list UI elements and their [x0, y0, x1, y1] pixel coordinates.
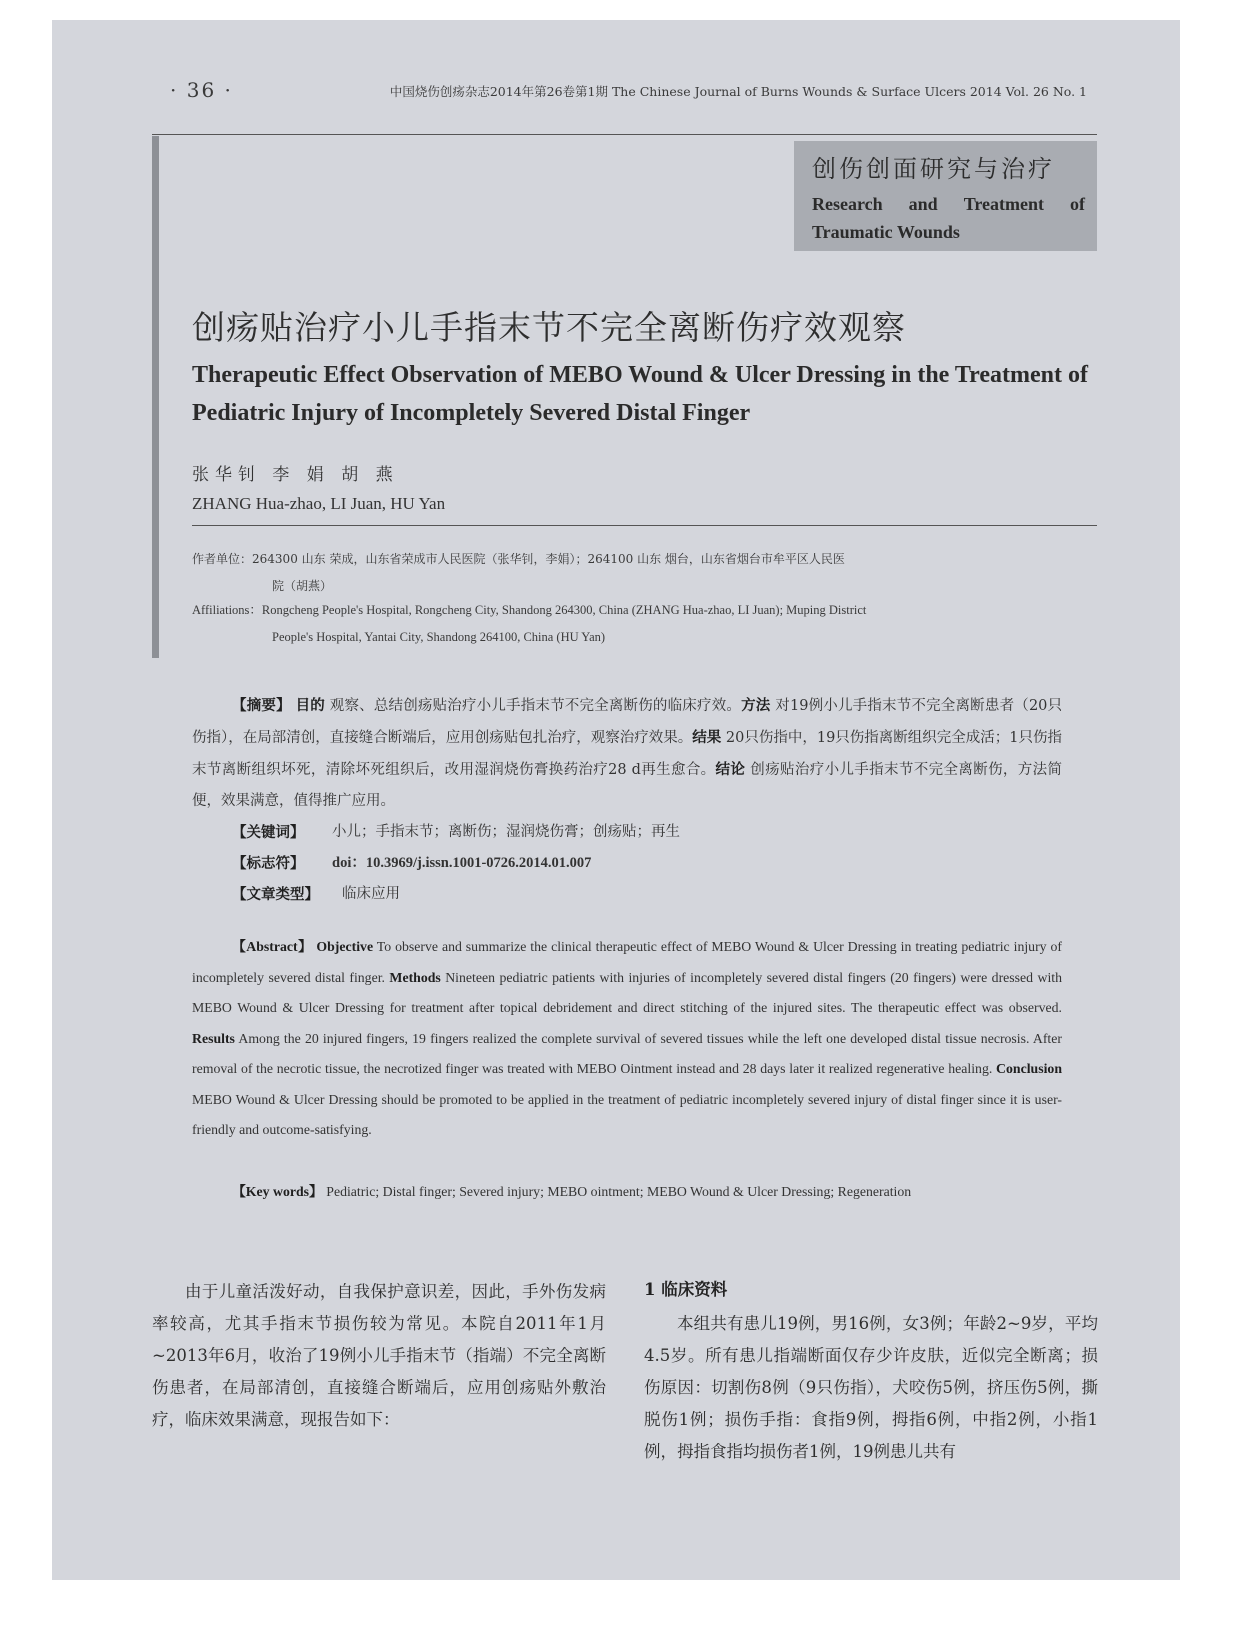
- article-type: 临床应用: [342, 886, 400, 902]
- article-type-row: [192, 879, 1062, 910]
- objective-label-en: Objective: [316, 939, 374, 954]
- objective-label-zh: 目的: [295, 697, 325, 714]
- keywords-en-block: [192, 1177, 1062, 1208]
- section-en-word: of: [1070, 194, 1085, 214]
- authors-divider: [192, 525, 1097, 526]
- scanned-page: [52, 20, 1180, 1580]
- affiliations-zh-label: 作者单位：: [192, 552, 253, 566]
- conclusion-text-zh: 创疡贴治疗小儿手指末节不完全离断伤，方法简便，效果满意，值得推广应用。: [192, 762, 1063, 809]
- header-divider: [152, 134, 1097, 135]
- intro-paragraph: 由于儿童活泼好动，自我保护意识差，因此，手外伤发病率较高，尤其手指末节损伤较为常见。本院自2011年1月~2013年6月，收治了19例小儿手指末节（指端）不完全离断伤患者，在局部清创，直接缝合断端后，应用创疡贴外敷治疗，临床效果满意，现报告如下：: [152, 1282, 606, 1429]
- conclusion-label-zh: 结论: [715, 761, 746, 778]
- objective-text-en: To observe and summarize the clinical therapeutic effect of MEBO Wound & Ulcer Dressing in treating pediatric injury of incompletely severed distal finger.: [192, 939, 1063, 985]
- keywords-en: Pediatric; Distal finger; Severed injury; MEBO ointment; MEBO Wound & Ulcer Dressing; Regeneration: [326, 1184, 912, 1199]
- section-title-en-line1: [812, 190, 1085, 218]
- results-label-zh: 结果: [692, 729, 722, 746]
- affiliations-zh-line1: 264300 山东 荣成，山东省荣成市人民医院（张华钊，李娟）；264100 山东 烟台，山东省烟台市牟平区人民医: [252, 552, 845, 566]
- abstract-zh-label: 【摘要】: [232, 697, 291, 714]
- authors-zh: 张华钊 李 娟 胡 燕: [192, 465, 399, 485]
- article-type-label: 【文章类型】: [232, 886, 319, 903]
- affiliations-en-line2: People's Hospital, Yantai City, Shandong 264100, China (HU Yan): [272, 630, 606, 644]
- keywords-zh-label: 【关键词】: [232, 824, 305, 841]
- methods-label-en: Methods: [389, 969, 441, 985]
- affiliations-zh: [192, 546, 1082, 600]
- conclusion-text-en: MEBO Wound & Ulcer Dressing should be promoted to be applied in the treatment of pediatric incompletely severed injury of distal finger since it is user-friendly and outcome-satisfying.: [192, 1091, 1062, 1137]
- abstract-en: [192, 932, 1062, 1146]
- article-title-zh: 创疡贴治疗小儿手指末节不完全离断伤疗效观察: [192, 308, 906, 347]
- abstract-zh: [192, 690, 1062, 910]
- affiliations-en-line1: Rongcheng People's Hospital, Rongcheng City, Shandong 264300, China (ZHANG Hua-zhao, LI Juan); Muping District: [261, 603, 867, 617]
- methods-text-zh: 对19例小儿手指末节不完全离断患者（20只伤指），在局部清创，直接缝合断端后，应用创疡贴包扎治疗，观察治疗效果。: [192, 698, 1063, 746]
- keywords-en-label: 【Key words】: [232, 1184, 323, 1199]
- section-en-word: Research: [812, 194, 883, 214]
- abstract-en-label: 【Abstract】: [232, 939, 313, 954]
- doi-row: [192, 848, 1062, 879]
- section-en-word: Treatment: [963, 194, 1044, 214]
- title-side-bar: [152, 136, 159, 658]
- keywords-zh: 小儿；手指末节；离断伤；湿润烧伤膏；创疡贴；再生: [332, 824, 680, 840]
- section-heading: 1 临床资料: [644, 1280, 728, 1299]
- section-title-zh: 创伤创面研究与治疗: [812, 155, 1055, 183]
- methods-text-en: Nineteen pediatric patients with injuries of incompletely severed distal fingers (20 fingers) were dressed with MEBO Wound & Ulcer Dressing for treatment after topical debridement and direct stitching of the injured sites. The therapeutic effect was observed.: [192, 969, 1063, 1015]
- section-en-word: and: [908, 194, 938, 214]
- running-header: 中国烧伤创疡杂志2014年第26卷第1期 The Chinese Journal of Burns Wounds & Surface Ulcers 2014 Vol. 26 No. 1: [389, 84, 1087, 99]
- affiliations-en-label: Affiliations：: [192, 603, 262, 617]
- objective-text-zh: 观察、总结创疡贴治疗小儿手指末节不完全离断伤的临床疗效。: [329, 698, 742, 714]
- page-number: · 36 ·: [170, 78, 233, 102]
- results-label-en: Results: [192, 1030, 235, 1046]
- section-title-en-line2: Traumatic Wounds: [812, 222, 960, 242]
- affiliations-en: [192, 597, 1082, 651]
- article-title-en: Therapeutic Effect Observation of MEBO Wound & Ulcer Dressing in the Treatment of Pediatric Injury of Incompletely Severed Distal Finger: [192, 362, 1088, 426]
- abstract-zh-paragraph: [192, 690, 1062, 817]
- doi-label: 【标志符】: [232, 855, 305, 872]
- authors-en: ZHANG Hua-zhao, LI Juan, HU Yan: [192, 494, 446, 513]
- doi-text: doi：10.3969/j.issn.1001-0726.2014.01.007: [332, 855, 592, 871]
- results-text-zh: 20只伤指中，19只伤指离断组织完全成活；1只伤指末节离断组织坏死，清除坏死组织后，改用湿润烧伤膏换药治疗28 d再生愈合。: [192, 730, 1063, 778]
- section-body: 本组共有患儿19例，男16例，女3例；年龄2~9岁，平均4.5岁。所有患儿指端断面仅存少许皮肤，近似完全断离；损伤原因：切割伤8例（9只伤指），犬咬伤5例，挤压伤5例，撕脱伤1例；损伤手指：食指9例，拇指6例，中指2例，小指1例，拇指食指均损伤者1例，19例患儿共有: [644, 1314, 1098, 1461]
- affiliations-zh-line2: 院（胡燕）: [272, 579, 333, 593]
- keywords-zh-row: [192, 817, 1062, 848]
- section-banner: [794, 141, 1097, 251]
- conclusion-label-en: Conclusion: [996, 1061, 1062, 1076]
- results-text-en: Among the 20 injured fingers, 19 fingers realized the complete survival of severed tissues while the left one developed distal tissue necrosis. After removal of the necrotic tissue, the necrotized finger was treated with MEBO Ointment instead and 28 days later it realized regenerative healing.: [192, 1030, 1062, 1076]
- methods-label-zh: 方法: [741, 697, 771, 714]
